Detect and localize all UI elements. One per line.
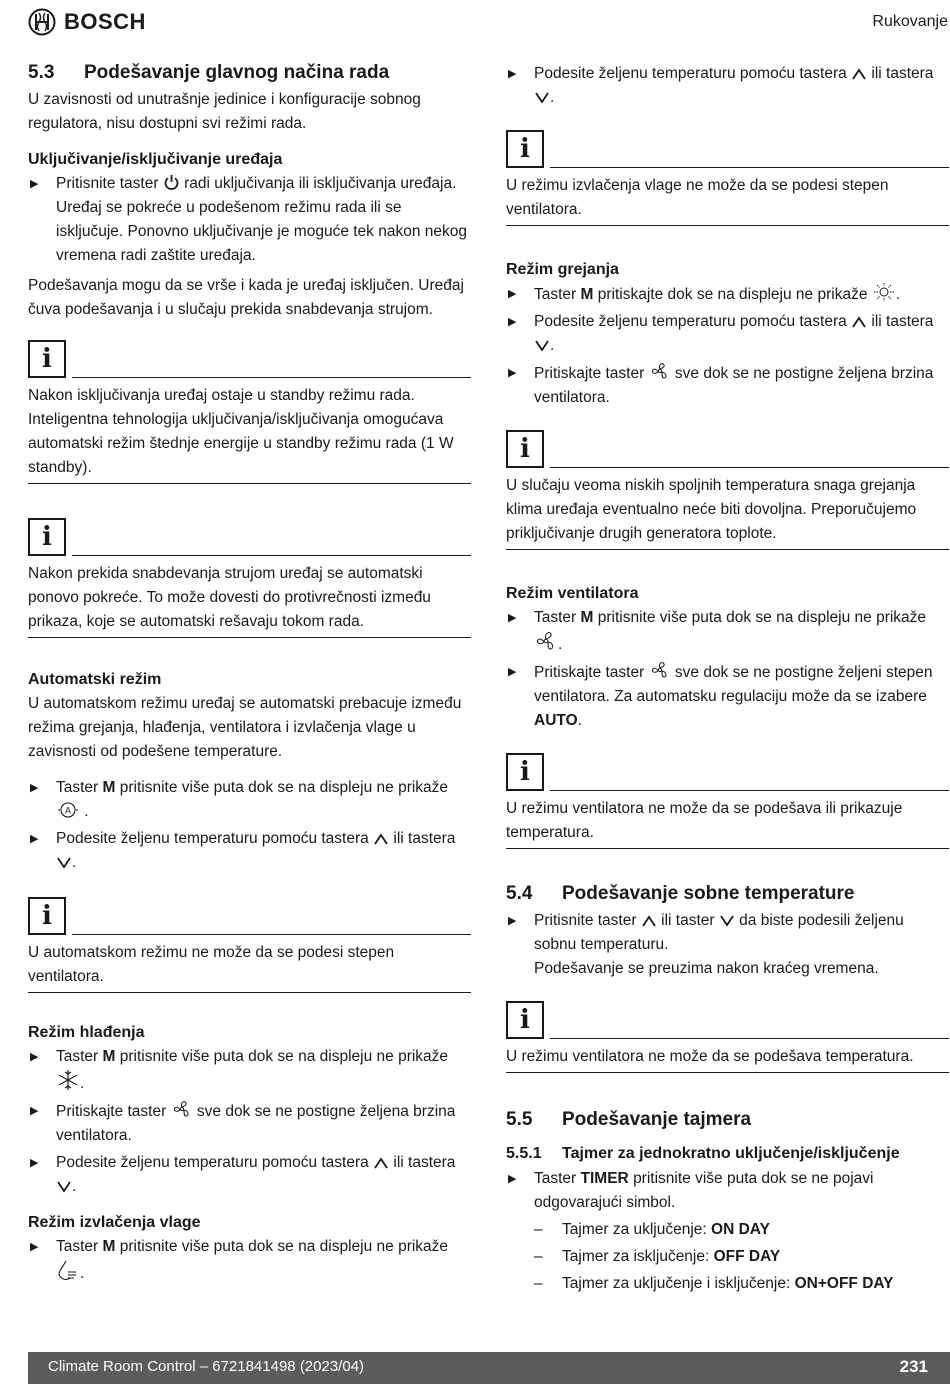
section-number: 5.4 <box>506 883 533 904</box>
step-text: ili taster <box>661 912 715 929</box>
dry-heading: Režim izvlačenja vlage <box>28 1214 201 1231</box>
key-label: AUTO <box>534 712 578 729</box>
note-text: U slučaju veoma niskih spoljnih temperatura snaga grejanja klima uređaja eventualno neće biti dovoljna. Preporučujemo priključivanje drugih generatora toplote. <box>506 474 949 550</box>
step-text: Podesite željenu temperaturu pomoću tastera <box>56 1154 369 1171</box>
note-text: U režimu ventilatora ne može da se podešava ili prikazuje temperatura. <box>506 797 949 849</box>
step-text: ili tastera <box>393 830 456 847</box>
step-text: pritisnite više puta dok se na displeju ne prikaže <box>119 1238 449 1255</box>
section-5-5-1-title <box>506 1145 949 1163</box>
down-arrow-icon <box>719 914 735 928</box>
heat-step-3 <box>506 361 949 410</box>
heat-step-2: ▶ Podesite željenu temperaturu pomoću tastera ili tastera . <box>506 310 949 358</box>
step-text: radi uključivanja ili isključivanja uređaja. Uređaj se pokreće u podešenom režimu rada ili se isključuje. Ponovno uključivanje je moguće tek nakon nekog vremena radi zaštite uređaja. <box>56 175 467 264</box>
step-text: Pritisnite taster <box>534 912 637 929</box>
bosch-logo <box>28 8 146 36</box>
up-arrow-icon <box>373 1156 389 1170</box>
auto-heading: Automatski režim <box>28 671 162 688</box>
page-header <box>0 0 950 48</box>
auto-paragraph: U automatskom režimu uređaj se automatski prebacuje između režima grejanja, hlađenja, ventilatora i izvlačenja vlage u zavisnosti od podešene temperature. <box>28 695 462 760</box>
left-column <box>28 62 471 1289</box>
page-footer <box>28 1352 950 1384</box>
onoff-paragraph: Podešavanja mogu da se vrše i kada je uređaj isključen. Uređaj čuva podešavanja i u slučaju prekida snabdevanja strujom. <box>28 277 464 318</box>
dry-step-2: ▶ Podesite željenu temperaturu pomoću tastera ili tastera . <box>506 62 949 110</box>
step-text: Podesite željenu temperaturu pomoću tastera <box>56 830 369 847</box>
step-text: ili tastera <box>393 1154 456 1171</box>
info-note-heat <box>506 430 949 550</box>
step-text: Taster <box>56 1238 99 1255</box>
option-label: Tajmer za uključenje i isključenje: <box>562 1275 791 1292</box>
down-arrow-icon <box>534 339 550 353</box>
section-title-text: Podešavanje glavnog načina rada <box>84 62 390 83</box>
info-note-temp <box>506 1001 949 1073</box>
section-number: 5.5 <box>506 1109 533 1130</box>
info-icon: i <box>506 753 544 791</box>
humidity-drop-icon <box>56 1259 80 1281</box>
temp-step-1 <box>506 909 949 981</box>
option-label: Tajmer za isključenje: <box>562 1248 710 1265</box>
cool-step-1: ▶ Taster M pritisnite više puta dok se na displeju ne prikaže . <box>28 1045 471 1096</box>
cool-heading: Režim hlađenja <box>28 1024 145 1041</box>
up-arrow-icon <box>373 832 389 846</box>
auto-step-2: ▶ Podesite željenu temperaturu pomoću tastera ili tastera . <box>28 827 471 875</box>
brand-name: BOSCH <box>64 9 146 34</box>
step-text: pritisnite više puta dok se ne pojavi odgovarajući simbol. <box>534 1170 874 1211</box>
onoff-step <box>28 172 471 268</box>
option-value: OFF DAY <box>713 1248 781 1265</box>
fan-icon <box>171 1099 193 1119</box>
up-arrow-icon <box>851 315 867 329</box>
note-text: U režimu ventilatora ne može da se podešava temperatura. <box>506 1045 949 1073</box>
section-5-4-title <box>506 883 949 905</box>
section-number: 5.3 <box>28 62 55 83</box>
step-text: Taster <box>56 779 99 796</box>
right-column <box>506 62 949 1299</box>
option-value: ON DAY <box>711 1221 770 1238</box>
fan-step-2: ▶ Pritiskajte taster sve dok se ne postigne željeni stepen ventilatora. Za automatsku regulaciju može da se izabere AUTO. <box>506 660 949 733</box>
info-icon: i <box>28 518 66 556</box>
info-note-standby <box>28 340 471 484</box>
down-arrow-icon <box>534 91 550 105</box>
section-5-3-title <box>28 62 471 84</box>
fan-icon <box>649 660 671 680</box>
section-title-text: Tajmer za jednokratno uključenje/isključenje <box>562 1145 900 1162</box>
page-number: 231 <box>899 1357 928 1376</box>
fan-mode-icon <box>534 630 558 652</box>
step-text: Taster <box>56 1048 99 1065</box>
info-note-dry <box>506 130 949 226</box>
timer-option <box>506 1218 949 1242</box>
info-note-power-loss <box>28 518 471 638</box>
info-icon: i <box>28 897 66 935</box>
key-label: M <box>580 609 594 626</box>
section-title-text: Podešavanje sobne temperature <box>562 883 855 904</box>
info-icon: i <box>506 130 544 168</box>
section-number: 5.5.1 <box>506 1145 542 1162</box>
down-arrow-icon <box>56 856 72 870</box>
section-title-text: Podešavanje tajmera <box>562 1109 752 1130</box>
timer-step-1 <box>506 1167 949 1215</box>
document-id: Climate Room Control – 6721841498 (2023/04) <box>48 1358 365 1375</box>
chapter-name: Rukovanje <box>872 13 948 30</box>
step-text: Pritiskajte taster <box>534 365 645 382</box>
step-text: Pritisnite taster <box>56 175 159 192</box>
note-text: Nakon prekida snabdevanja strujom uređaj se automatski ponovo pokreće. To može dovesti do protivrečnosti između prikaza, koje se automatski rešavaju tokom rada. <box>28 562 471 638</box>
step-text: Taster <box>534 609 577 626</box>
key-label: M <box>102 779 116 796</box>
sun-icon <box>872 282 896 302</box>
step-text: Podesite željenu temperaturu pomoću tastera <box>534 313 847 330</box>
bosch-armature-icon <box>28 8 56 36</box>
info-icon: i <box>506 430 544 468</box>
onoff-heading: Uključivanje/isključivanje uređaja <box>28 151 283 168</box>
power-icon <box>163 174 180 191</box>
note-text: Nakon isključivanja uređaj ostaje u standby režimu rada. Inteligentna tehnologija uključivanja/isključivanja omogućava automatski režim štednje energije u standby režimu rada (1 W standby). <box>28 384 471 484</box>
step-text: Pritiskajte taster <box>534 664 645 681</box>
step-text: Podešavanje se preuzima nakon kraćeg vremena. <box>534 960 879 977</box>
step-text: pritisnite više puta dok se na displeju ne prikaže <box>119 779 449 796</box>
option-label: Tajmer za uključenje: <box>562 1221 707 1238</box>
heat-step-1: ▶ Taster M pritiskajte dok se na displeju ne prikaže . <box>506 282 949 307</box>
cool-step-3: ▶ Podesite željenu temperaturu pomoću tastera ili tastera . <box>28 1151 471 1199</box>
step-text: ili tastera <box>871 313 934 330</box>
auto-mode-icon <box>56 801 80 819</box>
step-text: Podesite željenu temperaturu pomoću tastera <box>534 65 847 82</box>
key-label: TIMER <box>580 1170 629 1187</box>
key-label: M <box>580 286 594 303</box>
down-arrow-icon <box>56 1180 72 1194</box>
dry-step-1: ▶ Taster M pritisnite više puta dok se na displeju ne prikaže . <box>28 1235 471 1286</box>
step-text: sve dok se ne postigne željena brzina ventilatora. <box>56 1103 456 1144</box>
auto-step-1: ▶ Taster M pritisnite više puta dok se na displeju ne prikaže A . <box>28 776 471 824</box>
step-text: pritisnite više puta dok se na displeju ne prikaže <box>119 1048 449 1065</box>
step-text: Taster <box>534 1170 577 1187</box>
step-text: sve dok se ne postigne željena brzina ventilatora. <box>534 365 934 406</box>
info-note-fan <box>506 753 949 849</box>
note-text: U automatskom režimu ne može da se podesi stepen ventilatora. <box>28 941 471 993</box>
step-text: da biste podesili željenu sobnu temperaturu. <box>534 912 904 953</box>
step-text: ili tastera <box>871 65 934 82</box>
cool-step-2 <box>28 1099 471 1148</box>
timer-option <box>506 1245 949 1269</box>
option-value: ON+OFF DAY <box>794 1275 894 1292</box>
step-text: pritisnite više puta dok se na displeju ne prikaže <box>597 609 927 626</box>
section-5-5-title <box>506 1109 949 1131</box>
up-arrow-icon <box>641 914 657 928</box>
step-text: pritiskajte dok se na displeju ne prikaže <box>597 286 868 303</box>
up-arrow-icon <box>851 67 867 81</box>
heat-heading: Režim grejanja <box>506 261 619 278</box>
svg-text:A: A <box>64 806 72 817</box>
step-text: Pritiskajte taster <box>56 1103 167 1120</box>
info-note-auto <box>28 897 471 993</box>
info-icon: i <box>28 340 66 378</box>
key-label: M <box>102 1048 116 1065</box>
fan-heading: Režim ventilatora <box>506 585 639 602</box>
step-text: Taster <box>534 286 577 303</box>
fan-step-1: ▶ Taster M pritisnite više puta dok se na displeju ne prikaže . <box>506 606 949 657</box>
note-text: U režimu izvlačenja vlage ne može da se podesi stepen ventilatora. <box>506 174 949 226</box>
timer-option <box>506 1272 949 1296</box>
step-text: sve dok se ne postigne željeni stepen ventilatora. Za automatsku regulaciju može da se izabere <box>534 664 933 705</box>
info-icon: i <box>506 1001 544 1039</box>
fan-icon <box>649 361 671 381</box>
snowflake-icon <box>56 1069 80 1091</box>
key-label: M <box>102 1238 116 1255</box>
intro-paragraph: U zavisnosti od unutrašnje jedinice i konfiguracije sobnog regulatora, nisu dostupni svi režimi rada. <box>28 91 421 132</box>
